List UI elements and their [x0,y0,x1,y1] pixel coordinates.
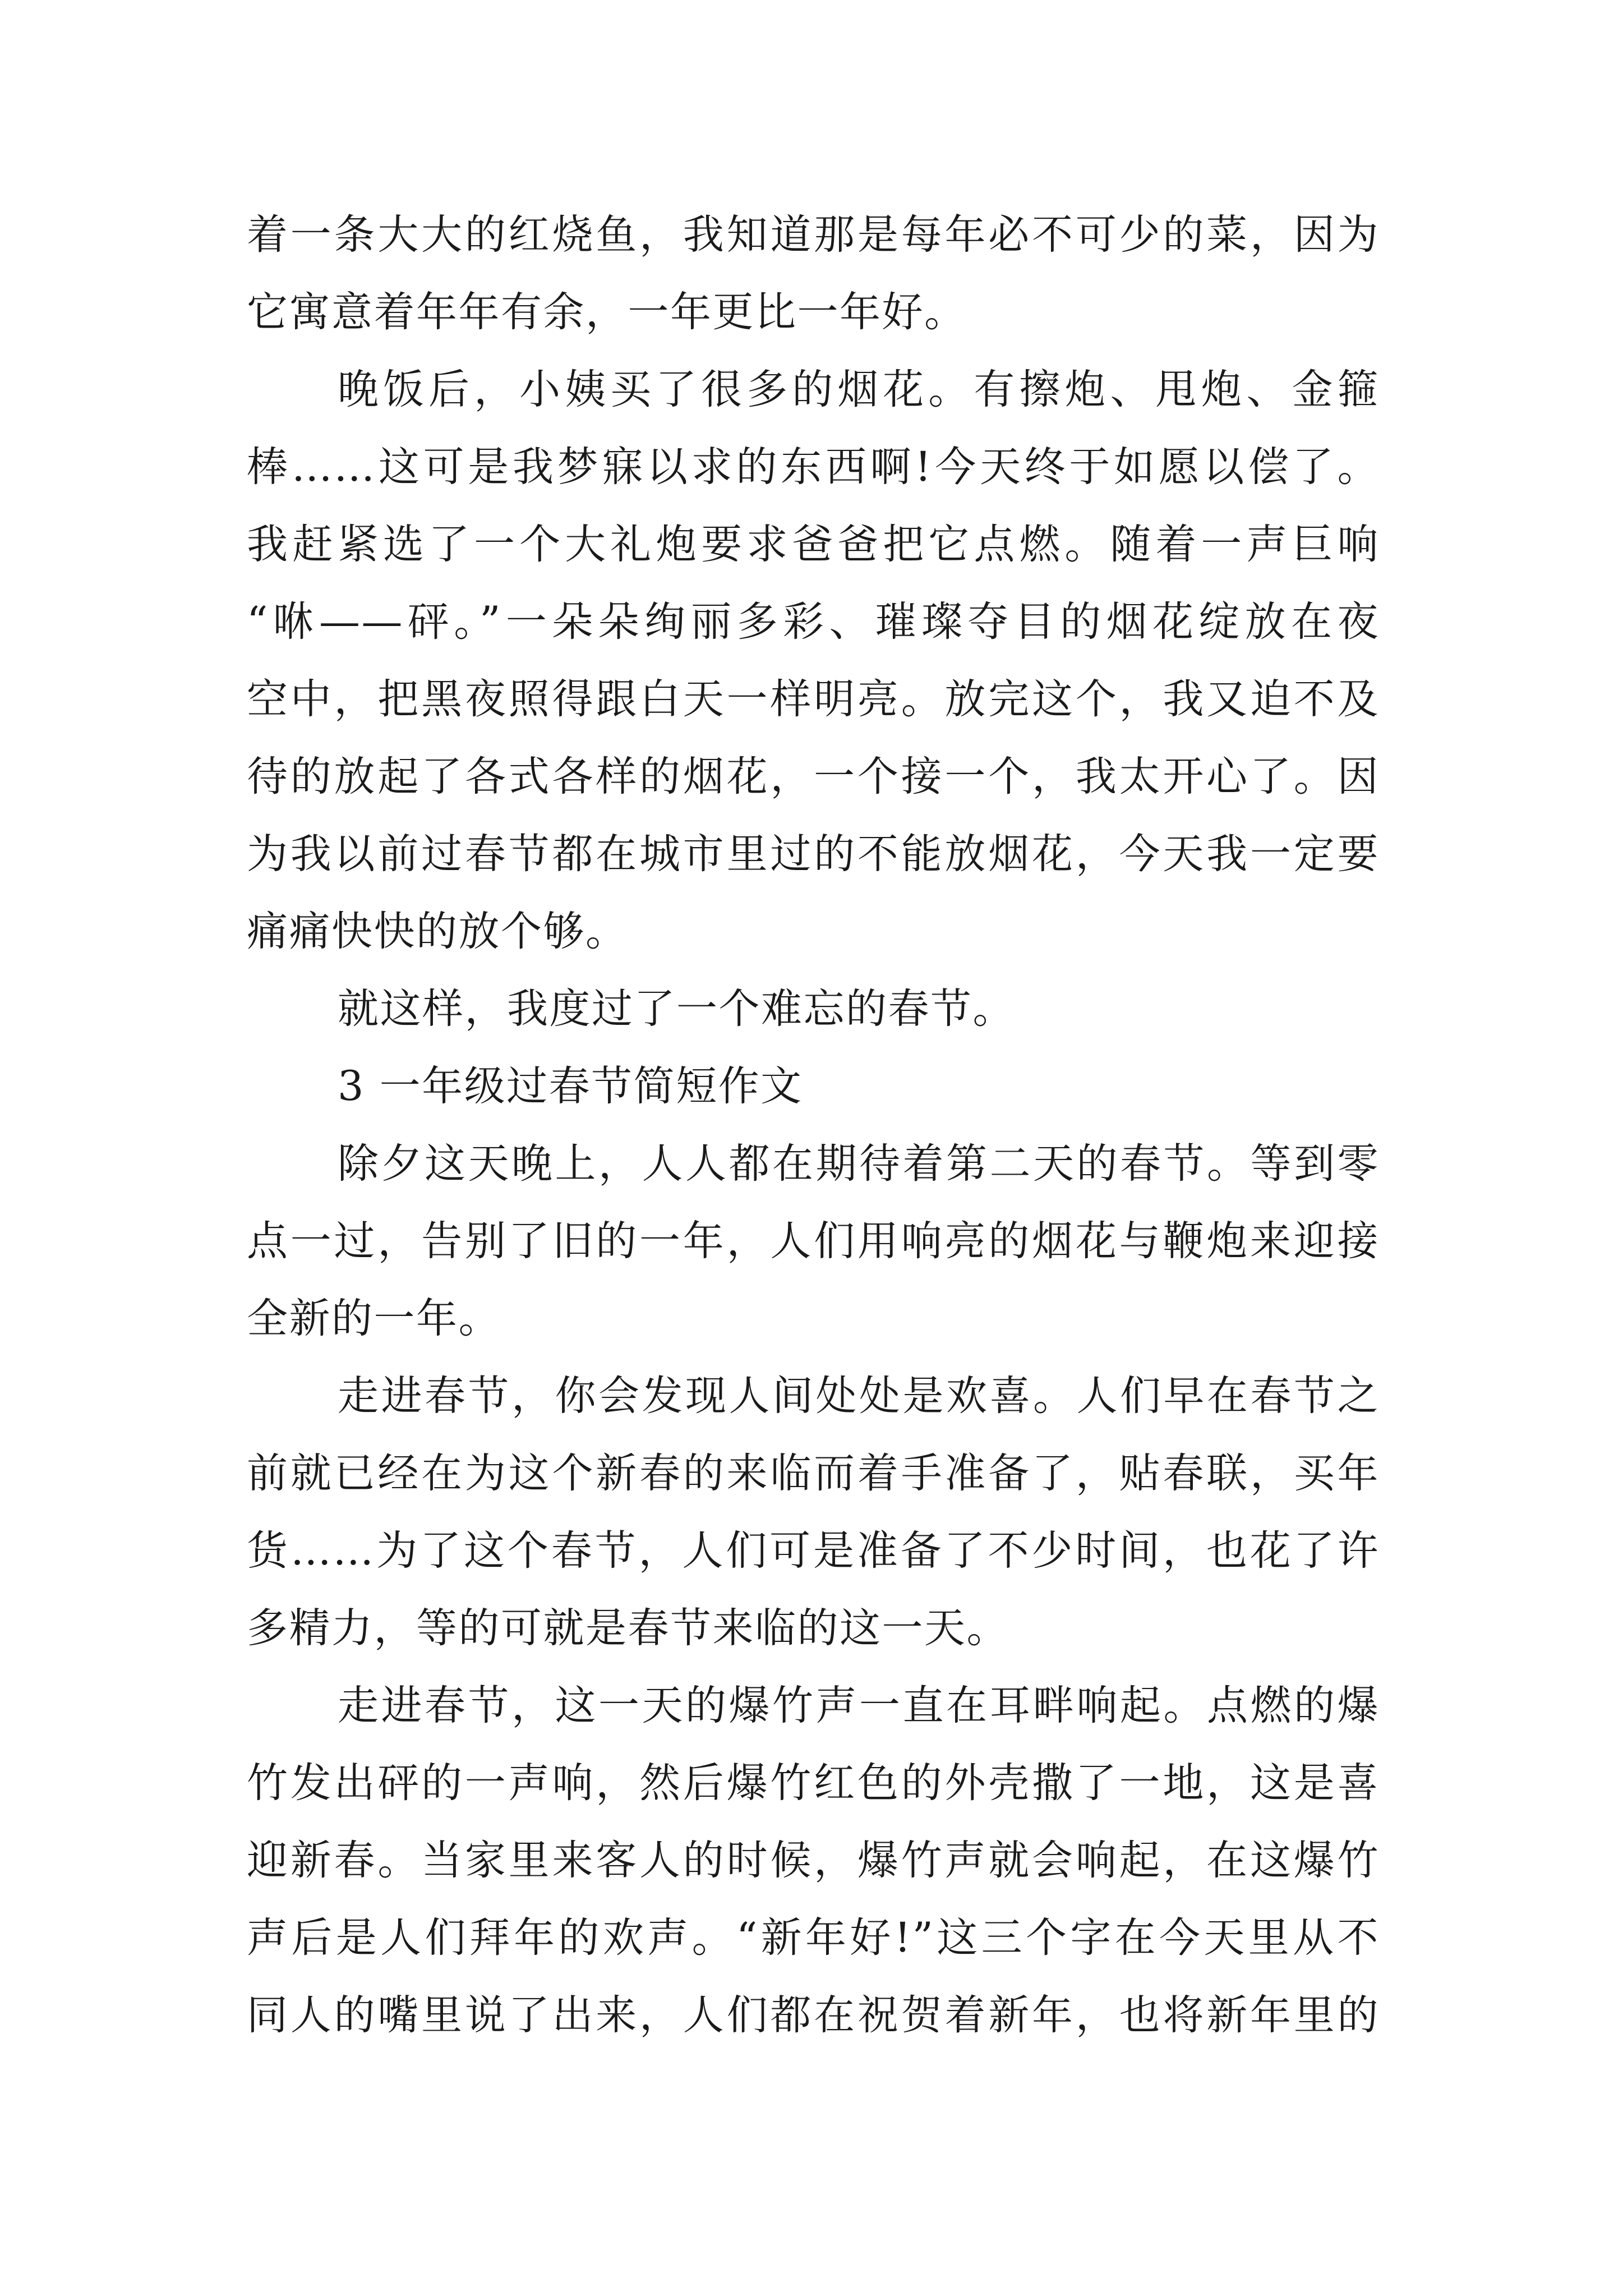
text-line: “咻——砰。”一朵朵绚丽多彩、璀璨夺目的烟花绽放在夜 [247,598,1380,646]
text-line: 迎新春。当家里来客人的时候，爆竹声就会响起，在这爆竹 [247,1837,1380,1884]
paragraph-start-line: 晚饭后，小姨买了很多的烟花。有擦炮、甩炮、金箍 [338,366,1380,413]
paragraph-start-line: 走进春节，这一天的爆竹声一直在耳畔响起。点燃的爆 [338,1682,1380,1729]
text-line: 全新的一年。 [247,1295,501,1342]
text-line: 多精力，等的可就是春节来临的这一天。 [247,1604,1009,1652]
section-heading: 3 一年级过春节简短作文 [338,1062,803,1110]
paragraph-start-line: 走进春节，你会发现人间处处是欢喜。人们早在春节之 [338,1372,1380,1420]
text-line: 空中，把黑夜照得跟白天一样明亮。放完这个，我又迫不及 [247,675,1380,723]
text-line: 棒……这可是我梦寐以求的东西啊!今天终于如愿以偿了。 [247,443,1380,491]
text-line: 点一过，告别了旧的一年，人们用响亮的烟花与鞭炮来迎接 [247,1217,1380,1265]
text-line: 为我以前过春节都在城市里过的不能放烟花，今天我一定要 [247,830,1380,878]
text-line: 它寓意着年年有余，一年更比一年好。 [247,288,967,336]
document-body [247,196,1380,2054]
text-line: 竹发出砰的一声响，然后爆竹红色的外壳撒了一地，这是喜 [247,1759,1380,1807]
text-line: 痛痛快快的放个够。 [247,908,628,955]
text-line: 前就已经在为这个新春的来临而着手准备了，贴春联，买年 [247,1450,1380,1497]
paragraph-start-line: 除夕这天晚上，人人都在期待着第二天的春节。等到零 [338,1140,1380,1188]
text-line: 货……为了这个春节，人们可是准备了不少时间，也花了许 [247,1527,1380,1575]
text-line: 同人的嘴里说了出来，人们都在祝贺着新年，也将新年里的 [247,1991,1380,2039]
paragraph-start-line: 就这样，我度过了一个难忘的春节。 [338,985,1015,1033]
text-line: 待的放起了各式各样的烟花，一个接一个，我太开心了。因 [247,753,1380,800]
text-line: 着一条大大的红烧鱼，我知道那是每年必不可少的菜，因为 [247,211,1380,259]
text-line: 声后是人们拜年的欢声。“新年好!”这三个字在今天里从不 [247,1914,1380,1962]
text-line: 我赶紧选了一个大礼炮要求爸爸把它点燃。随着一声巨响 [247,521,1380,568]
